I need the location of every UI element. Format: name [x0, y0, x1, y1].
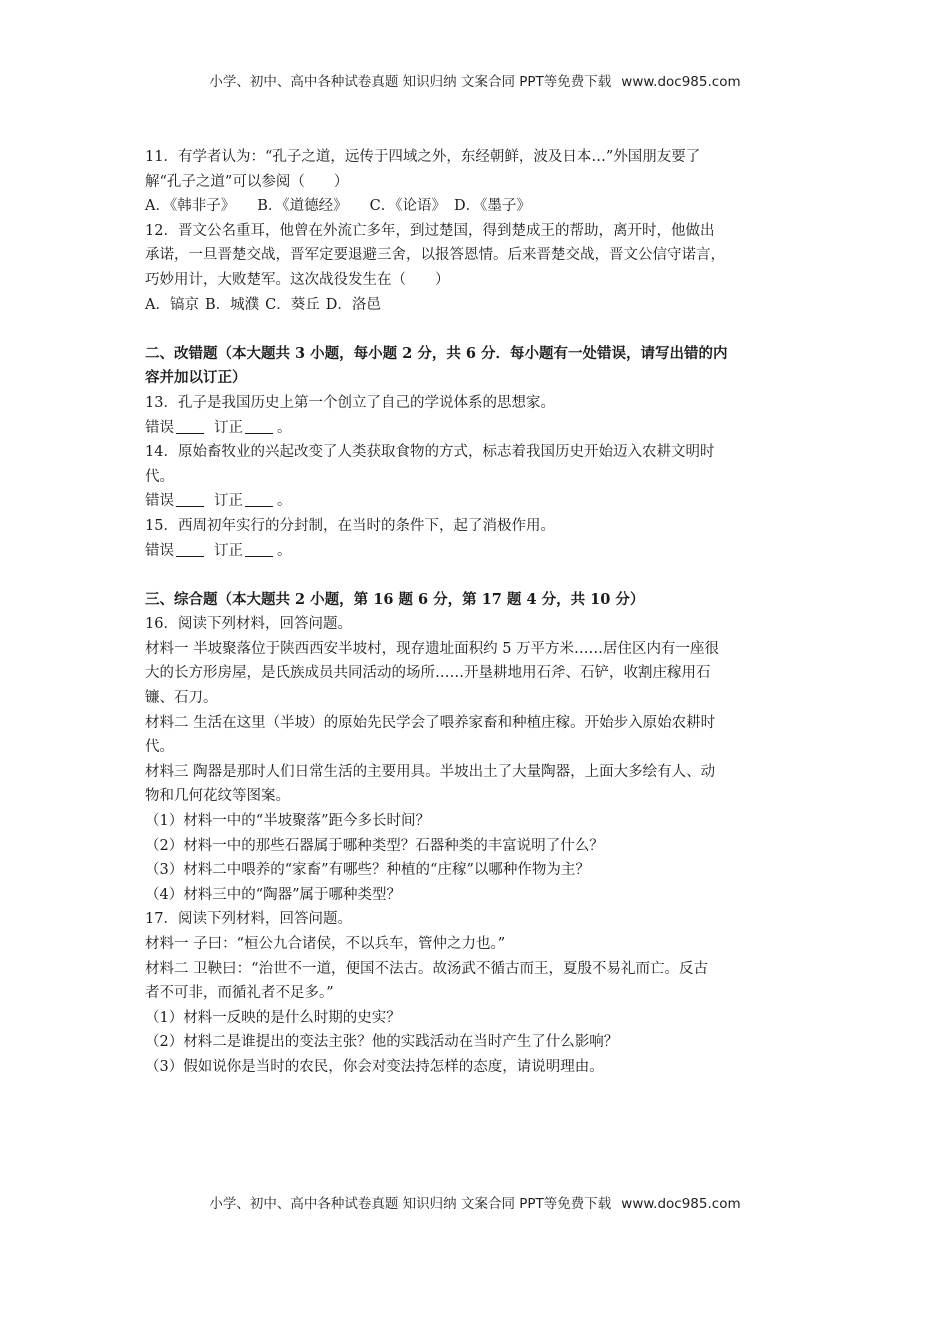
q14-error-label: 错误	[145, 493, 174, 510]
q13-stem: 13．孔子是我国历史上第一个创立了自己的学说体系的思想家。	[145, 394, 555, 411]
q15-error-label: 错误	[145, 542, 174, 559]
q15-fix-blank[interactable]	[245, 542, 273, 557]
q16-material-1-line-2: 大的长方形房屋，是氏族成员共同活动的场所……开垦耕地用石斧、石铲，收割庄稼用石	[145, 665, 711, 682]
spacer	[145, 317, 810, 342]
q11-options	[145, 194, 810, 219]
header-text: 小学、初中、高中各种试卷真题 知识归纳 文案合同 PPT等免费下载	[209, 74, 612, 90]
q11-option-d: D．《墨子》	[454, 198, 531, 215]
q12-option-d: D．洛邑	[325, 296, 381, 313]
q13-error-label: 错误	[145, 419, 174, 436]
q11-option-a: A．《韩非子》	[145, 198, 236, 215]
q14-stem-line-2: 代。	[145, 468, 174, 485]
q13-answer-row	[145, 416, 810, 441]
q17-sub-question-2: （2）材料二是谁提出的变法主张？他的实践活动在当时产生了什么影响？	[145, 1034, 619, 1051]
q16-sub-question-3: （3）材料二中喂养的“家畜”有哪些？种植的“庄稼”以哪种作物为主？	[145, 862, 590, 879]
q12-option-a: A．镐京	[145, 296, 199, 313]
q15-stem: 15．西周初年实行的分封制，在当时的条件下，起了消极作用。	[145, 517, 555, 534]
q17-material-2-line-1: 材料二 卫鞅曰：“治世不一道，便国不法古。故汤武不循古而王，夏殷不易礼而亡。反古	[145, 960, 709, 977]
q16-material-1-line-3: 镰、石刀。	[145, 690, 218, 707]
q14-fix-blank[interactable]	[245, 492, 273, 507]
q16-material-3-line-2: 物和几何花纹等图案。	[145, 788, 290, 805]
q17-sub-question-3: （3）假如说你是当时的农民，你会对变法持怎样的态度，请说明理由。	[145, 1058, 604, 1075]
page-header	[0, 70, 950, 90]
header-url[interactable]: www.doc985.com	[621, 74, 741, 90]
q17-material-1: 材料一 子曰：“桓公九合诸侯，不以兵车，管仲之力也。”	[145, 936, 506, 952]
q15-fix-label: 订正	[214, 542, 243, 559]
q11-stem-line-1: 11．有学者认为：“孔子之道，远传于四域之外，东经朝鲜，波及日本…”外国朋友要了	[145, 149, 701, 165]
q13-end-mark: 。	[277, 419, 292, 436]
page-footer	[0, 1192, 950, 1212]
section2-title-line-2: 容并加以订正）	[145, 369, 247, 387]
section3-title: 三、综合题（本大题共 2 小题，第 16 题 6 分，第 17 题 4 分，共 10 分）	[145, 590, 645, 608]
section2-title-line-1: 二、改错题（本大题共 3 小题，每小题 2 分，共 6 分．每小题有一处错误，请写出错的内	[145, 344, 728, 362]
q12-stem-line-1: 12．晋文公名重耳，他曾在外流亡多年，到过楚国，得到楚成王的帮助，离开时，他做出	[145, 222, 715, 239]
q16-material-1-line-1: 材料一 半坡聚落位于陕西西安半坡村，现存遗址面积约 5 万平方米……居住区内有一座很	[145, 640, 720, 657]
q12-option-c: C．葵丘	[265, 296, 320, 313]
q14-fix-label: 订正	[214, 493, 243, 510]
q16-material-2-line-2: 代。	[145, 739, 174, 756]
q16-sub-question-2: （2）材料一中的那些石器属于哪种类型？石器种类的丰富说明了什么？	[145, 837, 604, 854]
q12-stem-line-3: 巧妙用计，大败楚军。这次战役发生在（ ）	[145, 271, 450, 288]
q14-error-blank[interactable]	[176, 492, 204, 507]
q13-fix-label: 订正	[214, 419, 243, 436]
q11-option-c: C．《论语》	[369, 198, 446, 215]
q12-option-b: B．城濮	[204, 296, 260, 313]
footer-text: 小学、初中、高中各种试卷真题 知识归纳 文案合同 PPT等免费下载	[209, 1196, 612, 1212]
q17-sub-question-1: （1）材料一反映的是什么时期的史实？	[145, 1009, 401, 1026]
q17-intro: 17．阅读下列材料，回答问题。	[145, 911, 352, 928]
q16-sub-question-1: （1）材料一中的“半坡聚落”距今多长时间？	[145, 813, 431, 830]
q14-end-mark: 。	[277, 493, 292, 510]
q12-stem-line-2: 承诺，一旦晋楚交战，晋军定要退避三舍，以报答恩情。后来晋楚交战，晋文公信守诺言，	[145, 247, 725, 264]
q11-option-b: B．《道德经》	[257, 198, 348, 215]
q16-intro: 16．阅读下列材料，回答问题。	[145, 616, 352, 633]
q13-fix-blank[interactable]	[245, 419, 273, 434]
q14-stem-line-1: 14．原始畜牧业的兴起改变了人类获取食物的方式，标志着我国历史开始迈入农耕文明时	[145, 444, 715, 461]
spacer	[145, 563, 810, 588]
footer-url[interactable]: www.doc985.com	[621, 1196, 741, 1212]
q13-error-blank[interactable]	[176, 419, 204, 434]
q15-answer-row	[145, 539, 810, 564]
q16-sub-question-4: （4）材料三中的“陶器”属于哪种类型？	[145, 886, 402, 903]
q16-material-3-line-1: 材料三 陶器是那时人们日常生活的主要用具。半坡出土了大量陶器，上面大多绘有人、动	[145, 763, 716, 780]
q15-end-mark: 。	[277, 542, 292, 559]
q12-options	[145, 293, 810, 318]
exam-content	[145, 145, 810, 1080]
q15-error-blank[interactable]	[176, 542, 204, 557]
q17-material-2-line-2: 者不可非，而循礼者不足多。”	[145, 985, 334, 1002]
q14-answer-row	[145, 489, 810, 514]
q11-stem-line-2: 解“孔子之道”可以参阅（ ）	[145, 173, 349, 190]
q16-material-2-line-1: 材料二 生活在这里（半坡）的原始先民学会了喂养家畜和种植庄稼。开始步入原始农耕时	[145, 714, 716, 731]
